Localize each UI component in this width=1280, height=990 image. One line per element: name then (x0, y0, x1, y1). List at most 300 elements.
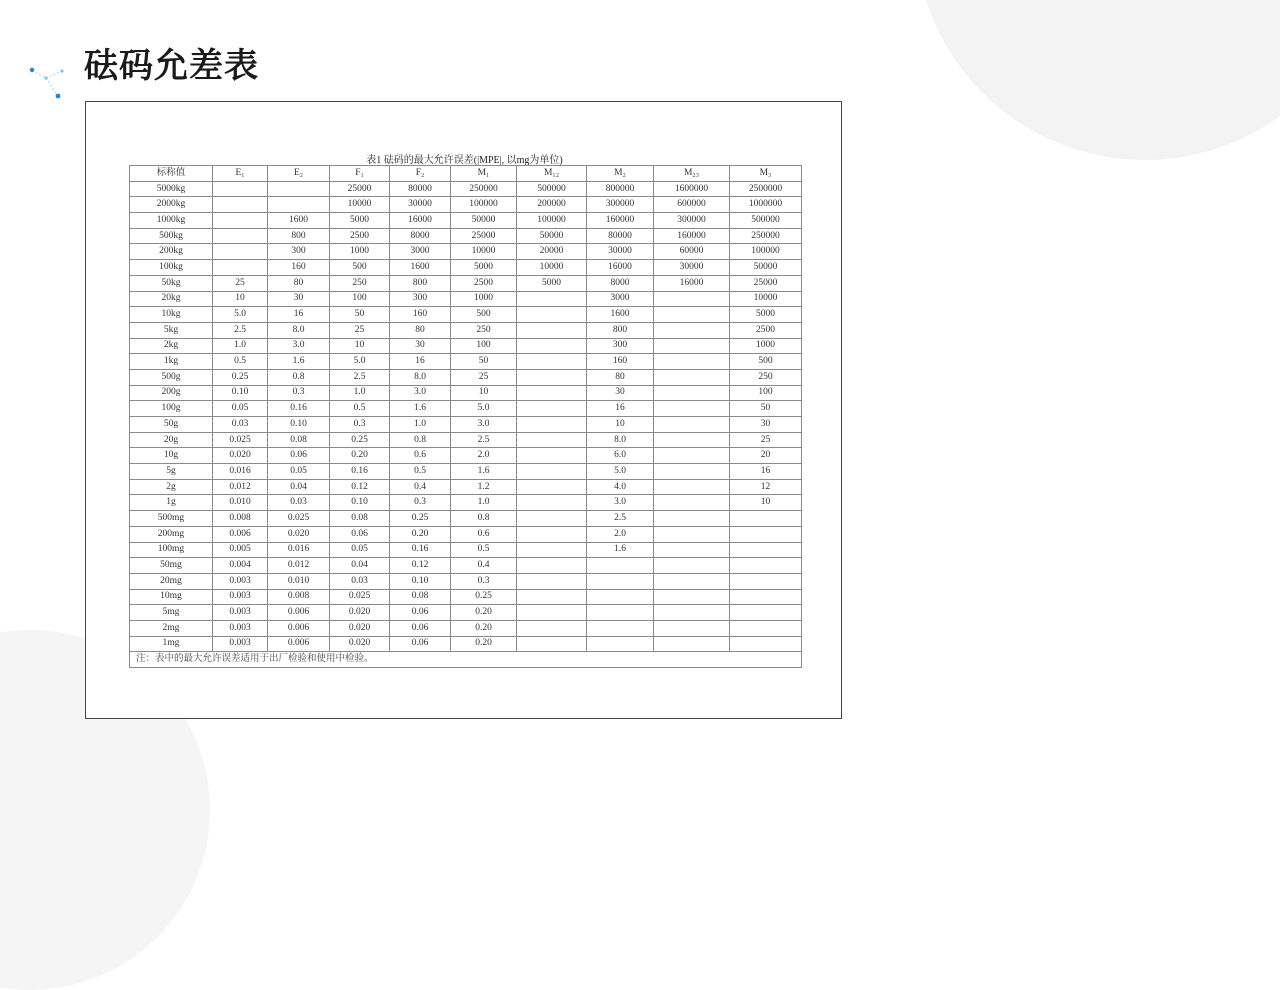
table-header-row (130, 166, 802, 182)
tolerance-cell: 2.0 (451, 448, 517, 464)
tolerance-cell (517, 636, 587, 652)
tolerance-cell: 0.20 (390, 526, 451, 542)
tolerance-cell: 0.3 (330, 417, 390, 433)
tolerance-cell: 8.0 (268, 322, 330, 338)
tolerance-cell: 1.6 (451, 464, 517, 480)
tolerance-cell (213, 260, 268, 276)
tolerance-cell: 0.5 (330, 401, 390, 417)
background-circle-top-right (915, 0, 1280, 160)
tolerance-cell: 3000 (587, 291, 654, 307)
tolerance-cell: 0.020 (268, 526, 330, 542)
tolerance-cell (587, 605, 654, 621)
tolerance-cell: 16000 (390, 213, 451, 229)
tolerance-cell (517, 322, 587, 338)
tolerance-cell: 16 (268, 307, 330, 323)
tolerance-cell: 80 (390, 322, 451, 338)
tolerance-cell (517, 448, 587, 464)
tolerance-cell: 1600000 (654, 181, 730, 197)
table-row (130, 511, 802, 527)
column-header: M₁ (451, 166, 517, 182)
tolerance-cell (730, 636, 802, 652)
tolerance-cell: 0.10 (268, 417, 330, 433)
tolerance-cell (654, 542, 730, 558)
column-header: 标称值 (130, 166, 213, 182)
tolerance-cell: 0.10 (390, 573, 451, 589)
tolerance-cell: 1000 (451, 291, 517, 307)
tolerance-cell: 1000 (730, 338, 802, 354)
tolerance-cell: 0.25 (451, 589, 517, 605)
tolerance-cell: 2500 (330, 228, 390, 244)
tolerance-cell: 0.025 (213, 432, 268, 448)
tolerance-cell (213, 197, 268, 213)
table-row (130, 322, 802, 338)
tolerance-cell (654, 432, 730, 448)
table-row (130, 417, 802, 433)
tolerance-cell: 160000 (654, 228, 730, 244)
tolerance-cell (268, 197, 330, 213)
nominal-value-cell: 2000kg (130, 197, 213, 213)
tolerance-cell: 160 (390, 307, 451, 323)
tolerance-cell: 800000 (587, 181, 654, 197)
tolerance-cell (517, 307, 587, 323)
tolerance-cell: 12 (730, 479, 802, 495)
tolerance-cell: 10 (330, 338, 390, 354)
tolerance-cell: 3.0 (268, 338, 330, 354)
tolerance-cell: 0.5 (451, 542, 517, 558)
tolerance-cell: 0.020 (330, 605, 390, 621)
tolerance-cell: 0.012 (268, 558, 330, 574)
tolerance-cell: 30000 (587, 244, 654, 260)
tolerance-cell: 1600 (268, 213, 330, 229)
nominal-value-cell: 1kg (130, 354, 213, 370)
tolerance-cell: 30 (390, 338, 451, 354)
tolerance-cell: 300 (268, 244, 330, 260)
tolerance-cell: 50000 (730, 260, 802, 276)
tolerance-cell (517, 291, 587, 307)
tolerance-cell: 50 (330, 307, 390, 323)
tolerance-cell: 50 (451, 354, 517, 370)
tolerance-cell: 0.12 (390, 558, 451, 574)
tolerance-cell: 10 (213, 291, 268, 307)
tolerance-cell: 5.0 (330, 354, 390, 370)
tolerance-cell: 300 (587, 338, 654, 354)
tolerance-cell: 0.03 (268, 495, 330, 511)
tolerance-cell: 50 (730, 401, 802, 417)
tolerance-cell (654, 385, 730, 401)
tolerance-cell (517, 338, 587, 354)
table-row (130, 354, 802, 370)
tolerance-cell: 16 (587, 401, 654, 417)
tolerance-cell: 0.3 (451, 573, 517, 589)
tolerance-cell: 25 (730, 432, 802, 448)
tolerance-cell (730, 526, 802, 542)
tolerance-cell (654, 307, 730, 323)
tolerance-cell (517, 354, 587, 370)
tolerance-cell (517, 605, 587, 621)
nominal-value-cell: 5kg (130, 322, 213, 338)
tolerance-cell: 1.0 (390, 417, 451, 433)
tolerance-cell: 1600 (390, 260, 451, 276)
tolerance-cell (517, 432, 587, 448)
tolerance-cell: 0.16 (390, 542, 451, 558)
tolerance-cell: 0.010 (268, 573, 330, 589)
tolerance-cell: 2.5 (213, 322, 268, 338)
tolerance-cell: 1.0 (451, 495, 517, 511)
tolerance-cell: 0.010 (213, 495, 268, 511)
tolerance-cell (654, 573, 730, 589)
tolerance-cell: 8.0 (390, 369, 451, 385)
tolerance-cell: 100 (330, 291, 390, 307)
column-header: E₁ (213, 166, 268, 182)
tolerance-cell: 50000 (517, 228, 587, 244)
tolerance-cell: 0.5 (390, 464, 451, 480)
tolerance-cell (517, 417, 587, 433)
tolerance-cell: 1000 (330, 244, 390, 260)
tolerance-cell: 30 (268, 291, 330, 307)
nominal-value-cell: 500g (130, 369, 213, 385)
nominal-value-cell: 500mg (130, 511, 213, 527)
tolerance-cell (587, 620, 654, 636)
tolerance-cell: 0.006 (268, 636, 330, 652)
tolerance-cell: 0.5 (213, 354, 268, 370)
tolerance-cell: 2.5 (587, 511, 654, 527)
tolerance-cell: 0.3 (268, 385, 330, 401)
tolerance-cell: 5000 (451, 260, 517, 276)
tolerance-cell: 50000 (451, 213, 517, 229)
tolerance-cell: 0.003 (213, 589, 268, 605)
tolerance-cell (517, 573, 587, 589)
tolerance-cell (587, 589, 654, 605)
tolerance-cell: 30 (587, 385, 654, 401)
tolerance-cell: 250 (730, 369, 802, 385)
nominal-value-cell: 1000kg (130, 213, 213, 229)
tolerance-cell: 16000 (587, 260, 654, 276)
tolerance-cell (654, 589, 730, 605)
tolerance-cell: 0.04 (330, 558, 390, 574)
tolerance-cell: 0.05 (268, 464, 330, 480)
tolerance-cell: 200000 (517, 197, 587, 213)
tolerance-cell: 10000 (330, 197, 390, 213)
table-row (130, 197, 802, 213)
nominal-value-cell: 100g (130, 401, 213, 417)
tolerance-cell: 30 (730, 417, 802, 433)
tolerance-cell: 10 (451, 385, 517, 401)
table-row (130, 275, 802, 291)
nominal-value-cell: 200mg (130, 526, 213, 542)
tolerance-cell: 8.0 (587, 432, 654, 448)
tolerance-cell: 4.0 (587, 479, 654, 495)
tolerance-cell: 25000 (730, 275, 802, 291)
tolerance-cell (213, 213, 268, 229)
tolerance-cell: 0.06 (390, 636, 451, 652)
tolerance-cell (730, 605, 802, 621)
tolerance-cell (654, 338, 730, 354)
tolerance-cell: 0.16 (330, 464, 390, 480)
table-row (130, 495, 802, 511)
tolerance-cell (517, 511, 587, 527)
tolerance-cell (730, 573, 802, 589)
tolerance-cell: 0.3 (390, 495, 451, 511)
tolerance-cell: 20000 (517, 244, 587, 260)
table-row (130, 526, 802, 542)
tolerance-cell: 5.0 (587, 464, 654, 480)
tolerance-cell: 300000 (654, 213, 730, 229)
tolerance-cell: 80000 (587, 228, 654, 244)
tolerance-cell (587, 573, 654, 589)
column-header: M₃ (730, 166, 802, 182)
tolerance-cell (517, 620, 587, 636)
nominal-value-cell: 100kg (130, 260, 213, 276)
tolerance-cell: 0.04 (268, 479, 330, 495)
tolerance-cell: 0.10 (213, 385, 268, 401)
tolerance-cell (654, 354, 730, 370)
nominal-value-cell: 100mg (130, 542, 213, 558)
tolerance-cell (587, 636, 654, 652)
tolerance-cell: 80 (587, 369, 654, 385)
tolerance-cell (517, 464, 587, 480)
tolerance-cell: 100 (451, 338, 517, 354)
tolerance-cell: 25 (213, 275, 268, 291)
tolerance-cell: 10000 (730, 291, 802, 307)
tolerance-cell: 16 (390, 354, 451, 370)
nominal-value-cell: 200g (130, 385, 213, 401)
tolerance-cell: 0.025 (330, 589, 390, 605)
tolerance-cell: 0.008 (213, 511, 268, 527)
tolerance-cell: 8000 (390, 228, 451, 244)
tolerance-cell: 0.008 (268, 589, 330, 605)
tolerance-cell: 0.016 (268, 542, 330, 558)
tolerance-cell: 0.003 (213, 605, 268, 621)
tolerance-cell: 0.08 (268, 432, 330, 448)
nominal-value-cell: 20mg (130, 573, 213, 589)
tolerance-cell: 0.08 (330, 511, 390, 527)
tolerance-cell: 60000 (654, 244, 730, 260)
tolerance-cell (654, 636, 730, 652)
tolerance-cell (730, 620, 802, 636)
tolerance-cell (517, 558, 587, 574)
tolerance-cell (213, 244, 268, 260)
tolerance-cell: 0.006 (213, 526, 268, 542)
tolerance-cell (654, 620, 730, 636)
table-row (130, 244, 802, 260)
tolerance-cell: 10 (587, 417, 654, 433)
tolerance-cell (654, 448, 730, 464)
tolerance-cell: 500 (730, 354, 802, 370)
table-row (130, 260, 802, 276)
column-header: M₂₃ (654, 166, 730, 182)
nominal-value-cell: 2g (130, 479, 213, 495)
column-header: M₂ (587, 166, 654, 182)
tolerance-cell: 0.06 (268, 448, 330, 464)
tolerance-cell: 0.003 (213, 620, 268, 636)
tolerance-cell: 25 (451, 369, 517, 385)
tolerance-cell (654, 291, 730, 307)
nominal-value-cell: 2mg (130, 620, 213, 636)
tolerance-cell (654, 495, 730, 511)
tolerance-cell (517, 495, 587, 511)
tolerance-cell (517, 385, 587, 401)
tolerance-cell: 0.10 (330, 495, 390, 511)
tolerance-cell (654, 401, 730, 417)
nominal-value-cell: 5g (130, 464, 213, 480)
tolerance-cell: 100000 (730, 244, 802, 260)
tolerance-cell: 100000 (517, 213, 587, 229)
tolerance-cell: 10000 (451, 244, 517, 260)
tolerance-cell: 0.8 (268, 369, 330, 385)
tolerance-cell: 250000 (451, 181, 517, 197)
table-row (130, 620, 802, 636)
tolerance-cell: 8000 (587, 275, 654, 291)
tolerance-cell: 800 (390, 275, 451, 291)
table-row (130, 589, 802, 605)
table-row (130, 369, 802, 385)
tolerance-cell: 160 (587, 354, 654, 370)
table-row (130, 401, 802, 417)
tolerance-cell: 10 (730, 495, 802, 511)
tolerance-cell: 3.0 (390, 385, 451, 401)
tolerance-cell: 0.020 (213, 448, 268, 464)
tolerance-cell (517, 542, 587, 558)
nominal-value-cell: 20kg (130, 291, 213, 307)
tolerance-cell: 0.25 (213, 369, 268, 385)
tolerance-cell: 100000 (451, 197, 517, 213)
tolerance-cell: 5.0 (213, 307, 268, 323)
nominal-value-cell: 1g (130, 495, 213, 511)
table-image-frame (85, 101, 842, 719)
tolerance-cell: 3000 (390, 244, 451, 260)
tolerance-cell: 500 (330, 260, 390, 276)
tolerance-cell: 0.4 (390, 479, 451, 495)
tolerance-cell (517, 369, 587, 385)
tolerance-cell (654, 511, 730, 527)
nominal-value-cell: 10mg (130, 589, 213, 605)
tolerance-cell: 0.25 (330, 432, 390, 448)
table-row (130, 542, 802, 558)
tolerance-cell: 2500000 (730, 181, 802, 197)
nominal-value-cell: 5000kg (130, 181, 213, 197)
tolerance-cell (587, 558, 654, 574)
tolerance-cell: 0.020 (330, 620, 390, 636)
tolerance-cell (654, 526, 730, 542)
tolerance-cell: 0.05 (330, 542, 390, 558)
tolerance-cell: 300 (390, 291, 451, 307)
tolerance-cell (654, 479, 730, 495)
tolerance-cell: 25000 (330, 181, 390, 197)
tolerance-cell: 0.06 (390, 620, 451, 636)
tolerance-cell: 0.4 (451, 558, 517, 574)
tolerance-cell: 5000 (517, 275, 587, 291)
table-row (130, 181, 802, 197)
tolerance-cell: 0.003 (213, 636, 268, 652)
column-header: E₂ (268, 166, 330, 182)
tolerance-cell: 1600 (587, 307, 654, 323)
column-header: M₁₂ (517, 166, 587, 182)
tolerance-cell: 300000 (587, 197, 654, 213)
table-row (130, 228, 802, 244)
tolerance-cell: 0.020 (330, 636, 390, 652)
tolerance-cell: 1.0 (213, 338, 268, 354)
tolerance-cell: 0.025 (268, 511, 330, 527)
nominal-value-cell: 5mg (130, 605, 213, 621)
tolerance-cell: 6.0 (587, 448, 654, 464)
tolerance-cell: 20 (730, 448, 802, 464)
tolerance-cell: 0.6 (390, 448, 451, 464)
table-row (130, 338, 802, 354)
tolerance-cell: 0.006 (268, 620, 330, 636)
tolerance-cell: 5000 (730, 307, 802, 323)
tolerance-cell: 0.20 (451, 605, 517, 621)
tolerance-cell: 80 (268, 275, 330, 291)
tolerance-cell: 16000 (654, 275, 730, 291)
column-header: F₂ (390, 166, 451, 182)
tolerance-cell: 1.6 (390, 401, 451, 417)
nominal-value-cell: 10g (130, 448, 213, 464)
tolerance-cell: 0.016 (213, 464, 268, 480)
tolerance-cell: 0.08 (390, 589, 451, 605)
tolerance-cell (654, 322, 730, 338)
tolerance-cell (213, 228, 268, 244)
weight-tolerance-table (129, 165, 802, 668)
tolerance-cell: 0.12 (330, 479, 390, 495)
tolerance-cell: 16 (730, 464, 802, 480)
tolerance-cell (654, 558, 730, 574)
table-row (130, 605, 802, 621)
title-decoration-icon (24, 56, 84, 102)
tolerance-cell: 0.03 (213, 417, 268, 433)
tolerance-cell (213, 181, 268, 197)
tolerance-cell: 160000 (587, 213, 654, 229)
tolerance-cell: 800 (268, 228, 330, 244)
tolerance-cell: 0.005 (213, 542, 268, 558)
tolerance-cell: 500 (451, 307, 517, 323)
tolerance-cell (517, 589, 587, 605)
tolerance-cell: 1.6 (587, 542, 654, 558)
tolerance-cell: 0.20 (451, 620, 517, 636)
tolerance-cell: 0.03 (330, 573, 390, 589)
tolerance-cell: 0.16 (268, 401, 330, 417)
table-caption: 表1 砝码的最大允许误差(|MPE|, 以mg为单位) (366, 155, 563, 166)
table-row (130, 213, 802, 229)
tolerance-cell: 5.0 (451, 401, 517, 417)
tolerance-cell (730, 511, 802, 527)
tolerance-cell: 600000 (654, 197, 730, 213)
tolerance-cell: 100 (730, 385, 802, 401)
tolerance-cell: 3.0 (451, 417, 517, 433)
table-row (130, 573, 802, 589)
table-row (130, 307, 802, 323)
tolerance-cell: 160 (268, 260, 330, 276)
tolerance-cell: 0.6 (451, 526, 517, 542)
tolerance-cell: 0.05 (213, 401, 268, 417)
tolerance-cell: 500000 (730, 213, 802, 229)
tolerance-cell: 250 (330, 275, 390, 291)
column-header: F₁ (330, 166, 390, 182)
tolerance-cell (654, 417, 730, 433)
table-note-row (130, 652, 802, 668)
tolerance-cell: 500000 (517, 181, 587, 197)
nominal-value-cell: 50mg (130, 558, 213, 574)
tolerance-cell: 0.012 (213, 479, 268, 495)
table-row (130, 558, 802, 574)
tolerance-cell: 0.06 (390, 605, 451, 621)
tolerance-cell (654, 605, 730, 621)
tolerance-cell (730, 558, 802, 574)
tolerance-cell (517, 479, 587, 495)
nominal-value-cell: 500kg (130, 228, 213, 244)
tolerance-cell: 2500 (730, 322, 802, 338)
table-row (130, 448, 802, 464)
tolerance-cell (654, 464, 730, 480)
